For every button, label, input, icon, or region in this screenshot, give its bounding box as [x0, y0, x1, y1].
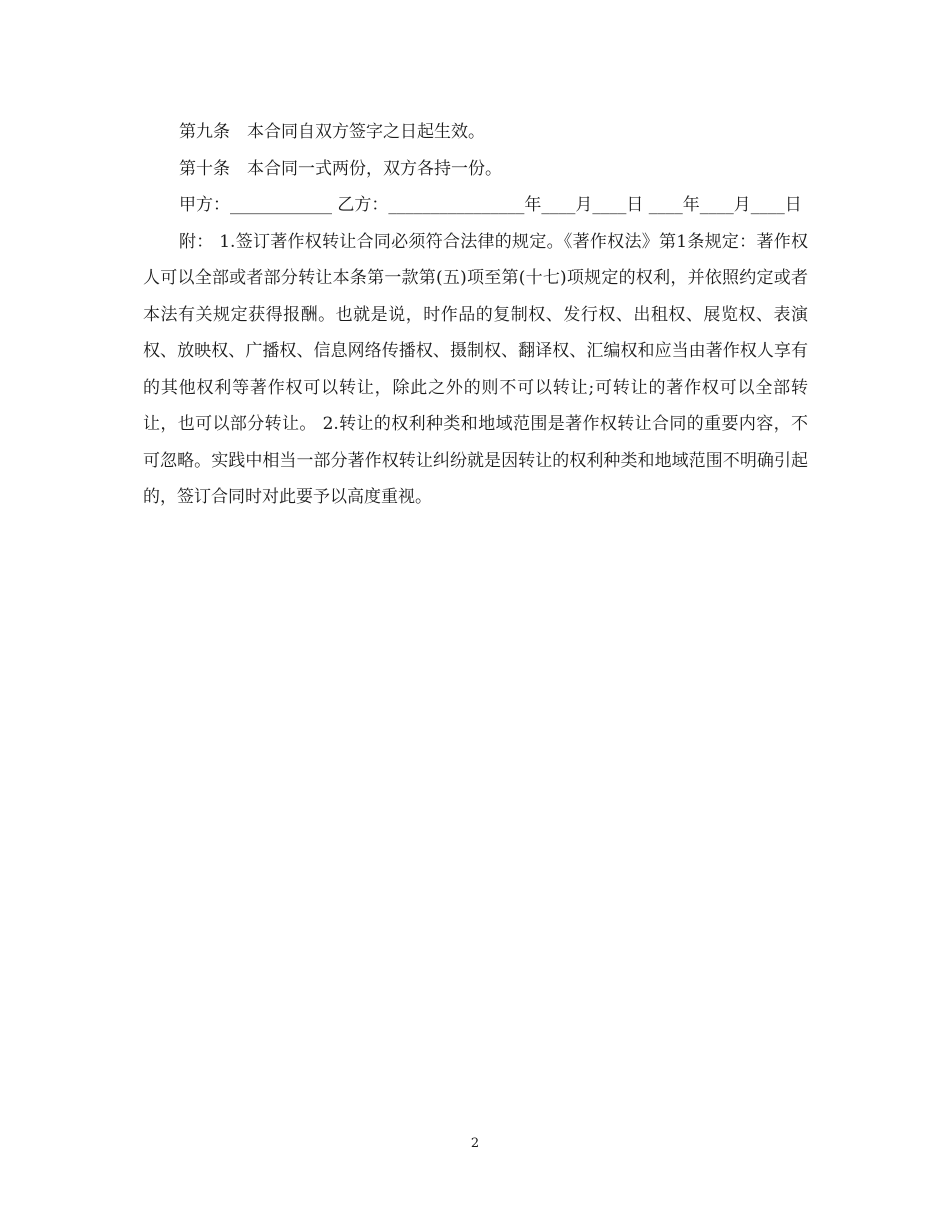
article-nine-paragraph: 第九条 本合同自双方签字之日起生效。 — [179, 122, 485, 142]
page-number: 2 — [470, 1136, 480, 1151]
signature-line-paragraph: 甲方：____________ 乙方：________________年____月____日 ____年____月____日 — [179, 195, 802, 215]
appendix-notes-paragraph: 附： 1.签订著作权转让合同必须符合法律的规定。《著作权法》第1条规定：著作权人可以全部或者部分转让本条第一款第(五)项至第(十七)项规定的权利，并依照约定或者本法有关规定获得报酬。也就是说，时作品的复制权、发行权、出租权、展览权、表演权、放映权、广播权、信息网络传播权、摄制权、翻译权、汇编权和应当由著作权人享有的其他权利等著作权可以转让，除此之外的则不可以转让;可转让的著作权可以全部转让，也可以部分转让。 2.转让的权利种类和地域范围是著作权转让合同的重要内容，不可忽略。实践中相当一部分著作权转让纠纷就是因转让的权利种类和地域范围不明确引起的，签订合同时对此要予以高度重视。 — [143, 231, 808, 507]
document-body — [143, 114, 808, 516]
article-ten-paragraph: 第十条 本合同一式两份，双方各持一份。 — [179, 158, 502, 179]
